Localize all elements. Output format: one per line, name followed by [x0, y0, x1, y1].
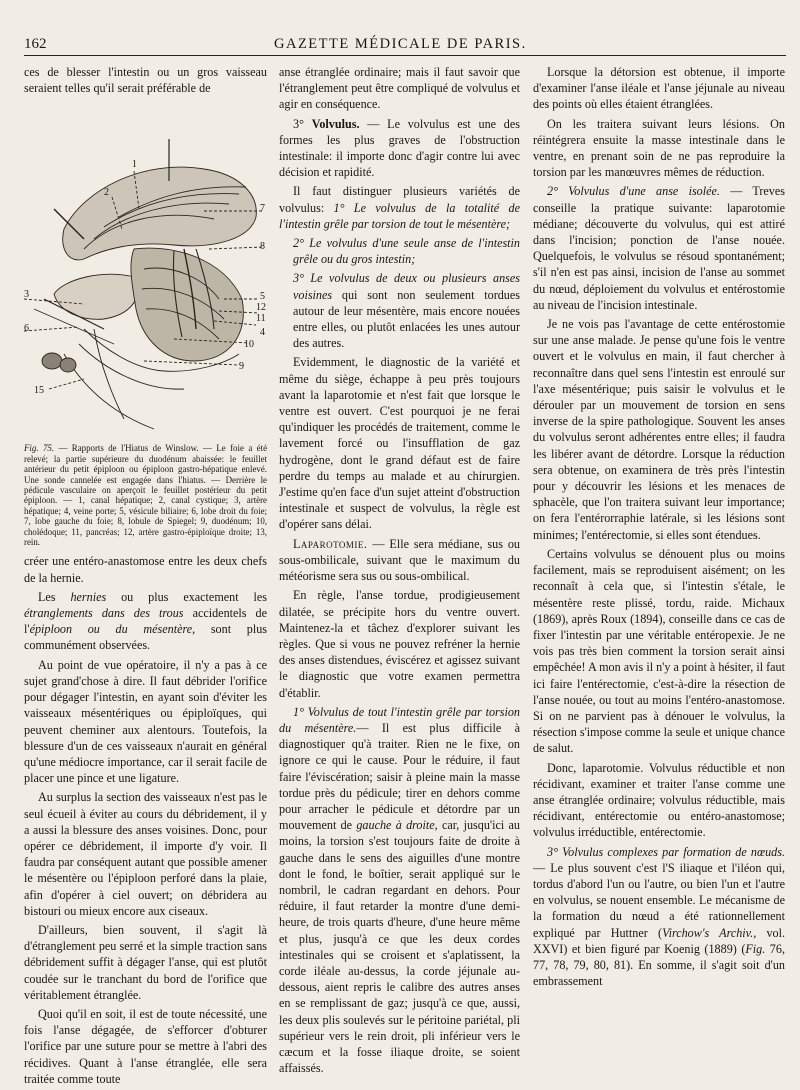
text-run: hernies	[70, 589, 107, 604]
paragraph: Donc, laparotomie. Volvulus réductible et non récidivant, examiner et traiter l'anse comme une anse étranglée ordinaire; volvulus réductible, mais récidivant, entérectomie ou entéro-anastomose; volvulus irréductible, entérectomie.	[533, 760, 785, 840]
paragraph: En règle, l'anse tordue, prodigieusement dilatée, se précipite hors du ventre ouvert. Maintenez-la et tâchez d'explorer suivant les règles. Que si vous ne pouvez refréner la hernie des anses distendues, éviscérez et agissez suivant le diagnostic que votre examen permettra d'établir.	[279, 588, 520, 700]
text-run: , vol. XXVI) et bien figuré par Koenig (1889) (	[533, 925, 785, 956]
text-run: Virchow's Archiv.	[662, 925, 754, 940]
text-run: qui sont non seulement tordues autour de leur mésentère, mais encore nouées entre elles, ou plutôt enlacées les unes autour des autres.	[293, 287, 520, 351]
figure-label: 12	[256, 302, 266, 314]
figure-label: 15	[34, 385, 44, 397]
paragraph	[279, 270, 520, 351]
text-run: Il faut distinguer plusieurs variétés de volvulus:	[279, 184, 520, 215]
paragraph: On les traitera suivant leurs lésions. On réintégrera ensuite la masse intestinale dans le ventre, en prenant soin de ne pas reproduire la torsion par les manœuvres mêmes de réduction.	[533, 116, 785, 180]
figure-caption	[24, 443, 267, 547]
figure-label: 11	[256, 313, 266, 325]
text-run: — Elle sera médiane, sus ou sous-ombilicale, suivant que le maximum du météorisme sera sus ou sous-ombilical.	[279, 536, 520, 584]
text-run: — Il est plus difficile à diagnostiquer qu'à traiter. Rien ne le fixe, on ignore ce qui le cause. Pour le réduire, il faut faire l'éviscération; saisir à pleine main la masse tordue près du pédicule; tirer en dehors comme pour arracher le pédicule et détordre par un mouvement de	[279, 720, 520, 833]
column-1	[24, 64, 267, 1090]
text-run: — Le plus souvent c'est l'S iliaque et l'iléon qui, tordus d'abord l'un ou l'autre, ou bien l'un et l'autre en volvulus, se nouent ensemble. Le mécanisme de la formation du nœud a été rationnellement expliqué par Huttner (	[533, 860, 785, 940]
text-run: étranglements dans des trous	[24, 606, 184, 621]
paragraph: Lorsque la détorsion est obtenue, il importe d'examiner l'anse iléale et l'anse jéjunale au niveau des points où elles étaient étranglées.	[533, 65, 785, 112]
figure-label: 1	[132, 159, 137, 171]
text-run: 2° Volvulus d'une anse isolée.	[547, 184, 720, 199]
paragraph: Au surplus la section des vaisseaux n'est pas le seul écueil à éviter au cours du débridement, il y a aussi la blessure des anses voisines. Donc, pour opérer ce débridement, il importe d'y voir. Il faudra par conséquent autant que possible amener le mésentère ou l'épiploon perforé dans la plaie, afin d'opérer à ciel ouvert; on débridera au bistouri ou mieux encore aux ciseaux.	[24, 790, 267, 918]
paragraph	[279, 704, 520, 1077]
paragraph	[279, 183, 520, 232]
paragraph: anse étranglée ordinaire; mais il faut savoir que l'étranglement peut être compliqué de volvulus et agir en conséquence.	[279, 65, 520, 112]
section-heading: Volvulus.	[311, 116, 360, 131]
figure-label: 7	[260, 203, 265, 215]
text-run: 76, 77, 78, 79, 80, 81). En somme, il s'agit soit d'un embrassement	[533, 941, 785, 989]
text-run: ou plus exactement les	[106, 589, 267, 604]
figure-label: 3	[24, 289, 29, 301]
paragraph	[24, 589, 267, 654]
figure-label: 6	[24, 323, 29, 335]
paragraph: ces de blesser l'intestin ou un gros vaisseau seraient telles qu'il serait préférable de	[24, 65, 267, 96]
figure-label: 2	[104, 187, 109, 199]
text-run: 1° Volvulus de tout l'intestin grêle par torsion du mésentère.	[279, 704, 520, 735]
paragraph	[279, 116, 520, 181]
anatomical-figure	[24, 99, 267, 439]
paragraph: D'ailleurs, bien souvent, il s'agit là d'étranglement peu serré et la simple traction sans débridement suffit à dégager l'anse, qui est plutôt coudée sur le tranchant du bord de l'orifice que véritablement étranglée.	[24, 922, 267, 1002]
figure-caption-label: Fig. 75.	[24, 443, 55, 454]
text-run: gauche à droite	[356, 818, 435, 833]
figure-label: 4	[260, 327, 265, 339]
paragraph: Certains volvulus se dénouent plus ou moins facilement, mais se reproduisent aisément; on les reconnaît à cela que, si l'intestin s'étale, le mésentère reste plissé, tordu, raide. Michaux (1869), après Roux (1894), conseille dans ce cas de fixer l'intestin par une véritable entéropexie. Je ne vois pas très bien comment la torsion serait ainsi empêchée! A mon avis il n'y a point à hésiter, il faut ici faire l'entérectomie, c'est-à-dire la résection de l'anse nouée, ou tout au moins l'entéro-anastomose. Si on ne parvient pas à dénouer le volvulus, la résection s'impose comme la seule et unique chance de salut.	[533, 546, 785, 756]
paragraph	[279, 235, 520, 267]
column-3	[533, 64, 785, 992]
paragraph	[533, 183, 785, 313]
text-run: , sont plus communément observées.	[24, 622, 267, 653]
figure-caption-text: — Rapports de l'Hiatus de Winslow. — Le foie a été relevé; la partie supérieure du duodénum abaissée: le feuillet antérieur du petit épiploon ou épiploon gastro-hépatique enlevé. Une sonde cannelée est engagée dans l'hiatus. — Derrière le pédicule vasculaire on aperçoit le feuillet postérieur du petit épiploon. — 1, canal hépatique; 2, canal cystique; 3, artère hépatique; 4, veine porte; 5, vésicule biliaire; 6, lobe droit du foie; 7, lobe gauche du foie; 8, lobule de Spiegel; 9, duodénum; 10, cholédoque; 11, pancréas; 12, artère gastro-épiploïque droite; 13, rein.	[24, 443, 268, 548]
text-run: 3° Volvulus complexes par formation de nœuds.	[547, 844, 785, 859]
text-run: 3° Le volvulus de deux ou plusieurs anses voisines	[293, 271, 520, 302]
paragraph: Au point de vue opératoire, il n'y a pas à ce sujet grand'chose à dire. Il faut débrider l'orifice pour dégager l'intestin, en ayant soin d'éviter les vaisseaux mésentériques ou épiploïques, qui peuvent cheminer aux alentours. Toutefois, la blessure d'un de ces vaisseaux n'aurait en général qu'une médiocre importance, car il serait facile de placer une pince et une ligature.	[24, 657, 267, 786]
text-run: épiploon ou du mésentère	[29, 622, 193, 637]
journal-title: GAZETTE MÉDICALE DE PARIS.	[274, 36, 527, 52]
paragraph: créer une entéro-anastomose entre les deux chefs de la hernie.	[24, 554, 267, 585]
column-2	[279, 64, 520, 1079]
paragraph: Quoi qu'il en soit, il est de toute nécessité, une fois l'anse dégagée, de s'efforcer d'obturer l'orifice par une suture pour se mettre à l'abri des récidives. Quant à l'anse étranglée, elle sera traitée comme toute	[24, 1006, 267, 1086]
figure-label: 10	[244, 339, 254, 351]
figure-label: 9	[239, 361, 244, 373]
text-run: 2° Le volvulus d'une seule anse de l'intestin grêle ou du gros intestin;	[293, 236, 520, 267]
text-run: , car, jusqu'ici au moins, la torsion s'est toujours faite de droite à gauche dans le sens des aiguilles d'une montre dont le fond, le boîtier, serait appliqué sur le nombril, le cadran regardant en dehors. Pour réduire, il faut retarder la montre d'une demi-heure, de trois quarts d'heure, d'une heure même et plus, jusqu'à ce que les deux cordes intestinales qui se croisent et s'aplatissent, la corde iléale au-dessus, la corde jéjunale au-dessous, aient repris le calibre des autres anses en se remplissant de gaz; jusqu'à ce que, aussi, les deux plis soulevés sur le péritoine pariétal, pli supérieur vers le rein droit, pli inférieur vers le cæcum et la fosse iliaque droite, se soient affaissés.	[279, 818, 520, 1076]
paragraph: Evidemment, le diagnostic de la variété et même du siège, échappe à peu près toujours avant la laparotomie et n'est fait que lorsque le ventre est ouvert. C'est pourquoi je ne ferai qu'indiquer les procédés de traitement, comme le lavement forcé ou l'insufflation de gaz hydrogène, dont le grand défaut est de faire perdre du temps au malade et au chirurgien. J'estime qu'en face d'un sujet atteint d'obstruction intestinale et suspect de volvulus, la règle est d'opérer sans délai.	[279, 355, 520, 532]
paragraph	[279, 536, 520, 585]
figure-label: 8	[260, 241, 265, 253]
text-run: — Treves conseille la pratique suivante: laparotomie médiane; découverte du volvulus, qui est attiré dans l'incision; ponction de l'anse nouée. Quelquefois, le volvulus se résoud spontanément; s'il n'en est pas ainsi, incision de l'anse au sommet du nœud, déploiement du volvulus et entérostomie au niveau de l'incision intestinale.	[533, 184, 785, 312]
text-run: 1° Le volvulus de la totalité de l'intestin grêle par torsion de tout le mésentère;	[279, 200, 520, 231]
text-run: 3°	[293, 116, 312, 131]
text-run: accidentels de l'	[24, 606, 267, 637]
paragraph	[533, 844, 785, 990]
paragraph: Je ne vois pas l'avantage de cette entérostomie sur une anse malade. Je pense qu'une fois le ventre ouvert et le volvulus en main, il faut chercher à reconnaître dans quel sens l'intestin est enroulé sur l'axe mésentérique; puis saisir le volvulus et le dérouler par un mouvement de torsion en sens inverse de la spire pathologique. Souvent les anses du volvulus seront adhérentes entre elles; il faudra les libérer avant de détordre. Lorsque la réduction sera obtenue, on examinera de très près l'intestin pour y découvrir les lésions et les menaces de sphacèle, que l'on traitera suivant leur importance; on fera l'entérorraphie latérale, si les lésions sont minimes; l'entérectomie, si elles sont étendues.	[533, 317, 785, 542]
text-run: Les	[38, 589, 71, 604]
header-rule	[24, 55, 786, 56]
page-number: 162	[24, 36, 47, 52]
text-run: Fig.	[745, 941, 766, 956]
text-run: — Le volvulus est une des formes les plus graves de l'obstruction intestinale: il importe donc d'agir contre lui avec décision et rapidité.	[279, 116, 520, 180]
figure-label: 5	[260, 291, 265, 303]
section-heading: Laparotomie.	[293, 536, 368, 551]
running-header	[24, 36, 786, 56]
